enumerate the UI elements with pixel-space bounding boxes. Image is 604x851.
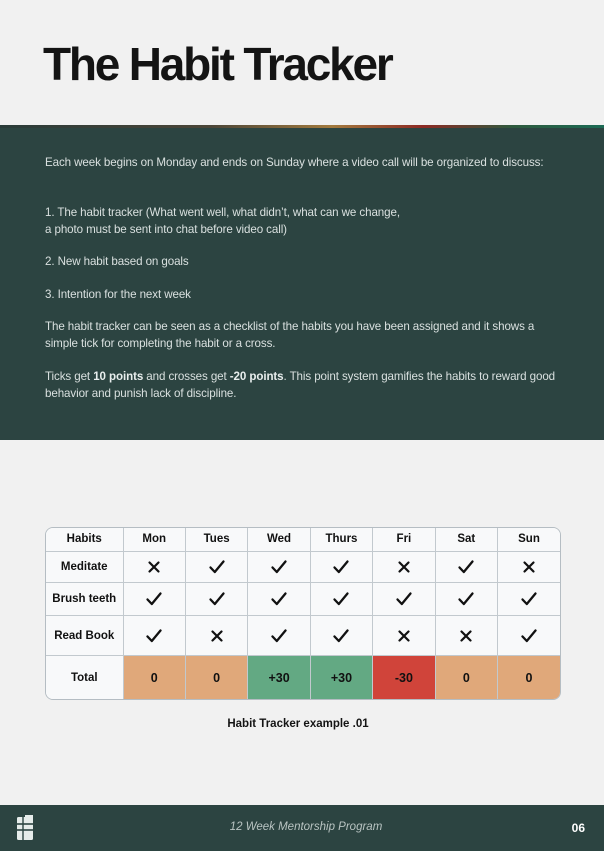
points-text-a: Ticks get	[45, 370, 94, 383]
check-mark-icon	[520, 627, 538, 645]
total-label: Total	[46, 656, 123, 699]
check-mark-icon	[457, 590, 475, 608]
cross-mark-icon	[520, 558, 538, 576]
habit-day-cell	[185, 551, 247, 582]
total-score-cell: 0	[498, 656, 560, 699]
header-day: Sun	[498, 528, 560, 551]
intro-paragraph-points	[45, 369, 560, 402]
habit-day-cell	[185, 582, 247, 615]
habit-name-cell: Read Book	[46, 615, 123, 655]
check-mark-icon	[332, 558, 350, 576]
intro-paragraph-checklist: The habit tracker can be seen as a checklist of the habits you have been assigned and it shows a simple tick for completing the habit or a cross.	[45, 320, 535, 350]
habit-day-cell	[498, 615, 560, 655]
habit-day-cell	[310, 615, 372, 655]
footer-program-title: 12 Week Mentorship Program	[229, 821, 383, 833]
check-mark-icon	[332, 627, 350, 645]
habit-tracker-table	[45, 527, 561, 700]
habit-day-cell	[310, 582, 372, 615]
table-row	[46, 551, 560, 582]
table-row	[46, 615, 560, 655]
habit-day-cell	[248, 582, 310, 615]
points-text-b: and crosses get	[143, 370, 230, 383]
check-mark-icon	[395, 590, 413, 608]
cross-mark-icon	[395, 558, 413, 576]
habit-day-cell	[435, 551, 497, 582]
habit-day-cell	[123, 582, 185, 615]
header-day: Wed	[248, 528, 310, 551]
intro-item-tracker	[45, 205, 560, 238]
check-mark-icon	[208, 590, 226, 608]
habit-day-cell	[248, 615, 310, 655]
cross-mark-icon	[145, 558, 163, 576]
intro-item-tracker-line1: 1. The habit tracker (What went well, what didn’t, what can we change,	[45, 206, 400, 219]
cross-mark-icon	[208, 627, 226, 645]
habit-name-cell: Meditate	[46, 551, 123, 582]
header-habits: Habits	[46, 528, 123, 551]
habit-day-cell	[435, 615, 497, 655]
habit-name-cell: Brush teeth	[46, 582, 123, 615]
habit-day-cell	[373, 551, 435, 582]
points-tick-value: 10 points	[93, 370, 144, 383]
cross-mark-icon	[395, 627, 413, 645]
total-score-cell: -30	[373, 656, 435, 699]
total-score-cell: 0	[435, 656, 497, 699]
habit-day-cell	[123, 551, 185, 582]
habit-day-cell	[373, 582, 435, 615]
intro-panel	[0, 128, 604, 440]
habit-day-cell	[310, 551, 372, 582]
check-mark-icon	[270, 558, 288, 576]
header-day: Tues	[185, 528, 247, 551]
header-day: Sat	[435, 528, 497, 551]
habit-day-cell	[498, 551, 560, 582]
total-score-cell: 0	[123, 656, 185, 699]
habit-day-cell	[185, 615, 247, 655]
total-score-cell: 0	[185, 656, 247, 699]
check-mark-icon	[208, 558, 226, 576]
header-day: Thurs	[310, 528, 372, 551]
habit-tracker-body	[46, 528, 560, 699]
total-score-cell: +30	[248, 656, 310, 699]
intro-item-tracker-line2: a photo must be sent into chat before video call)	[45, 222, 287, 236]
header-day: Mon	[123, 528, 185, 551]
habit-day-cell	[248, 551, 310, 582]
check-mark-icon	[457, 558, 475, 576]
intro-paragraph-schedule: Each week begins on Monday and ends on Sunday where a video call will be organized to discuss:	[45, 156, 544, 169]
header-day: Fri	[373, 528, 435, 551]
page-title: The Habit Tracker	[43, 38, 392, 90]
cross-mark-icon	[457, 627, 475, 645]
check-mark-icon	[520, 590, 538, 608]
total-score-cell: +30	[310, 656, 372, 699]
footer-bar	[0, 805, 604, 851]
intro-item-new-habit: 2. New habit based on goals	[45, 255, 189, 268]
habit-day-cell	[498, 582, 560, 615]
points-cross-value: -20 points	[229, 370, 284, 383]
habit-day-cell	[123, 615, 185, 655]
points-text-c: . This point system gamifies the habits to reward good behavior and punish lack of discipline.	[45, 370, 556, 400]
habit-day-cell	[435, 582, 497, 615]
intro-item-intention: 3. Intention for the next week	[45, 288, 191, 301]
table-row	[46, 582, 560, 615]
check-mark-icon	[145, 627, 163, 645]
check-mark-icon	[145, 590, 163, 608]
page-number: 06	[571, 821, 585, 835]
check-mark-icon	[270, 590, 288, 608]
check-mark-icon	[270, 627, 288, 645]
total-row	[46, 656, 560, 699]
check-mark-icon	[332, 590, 350, 608]
table-header-row	[46, 528, 560, 551]
habit-day-cell	[373, 615, 435, 655]
table-caption: Habit Tracker example .01	[227, 718, 369, 730]
